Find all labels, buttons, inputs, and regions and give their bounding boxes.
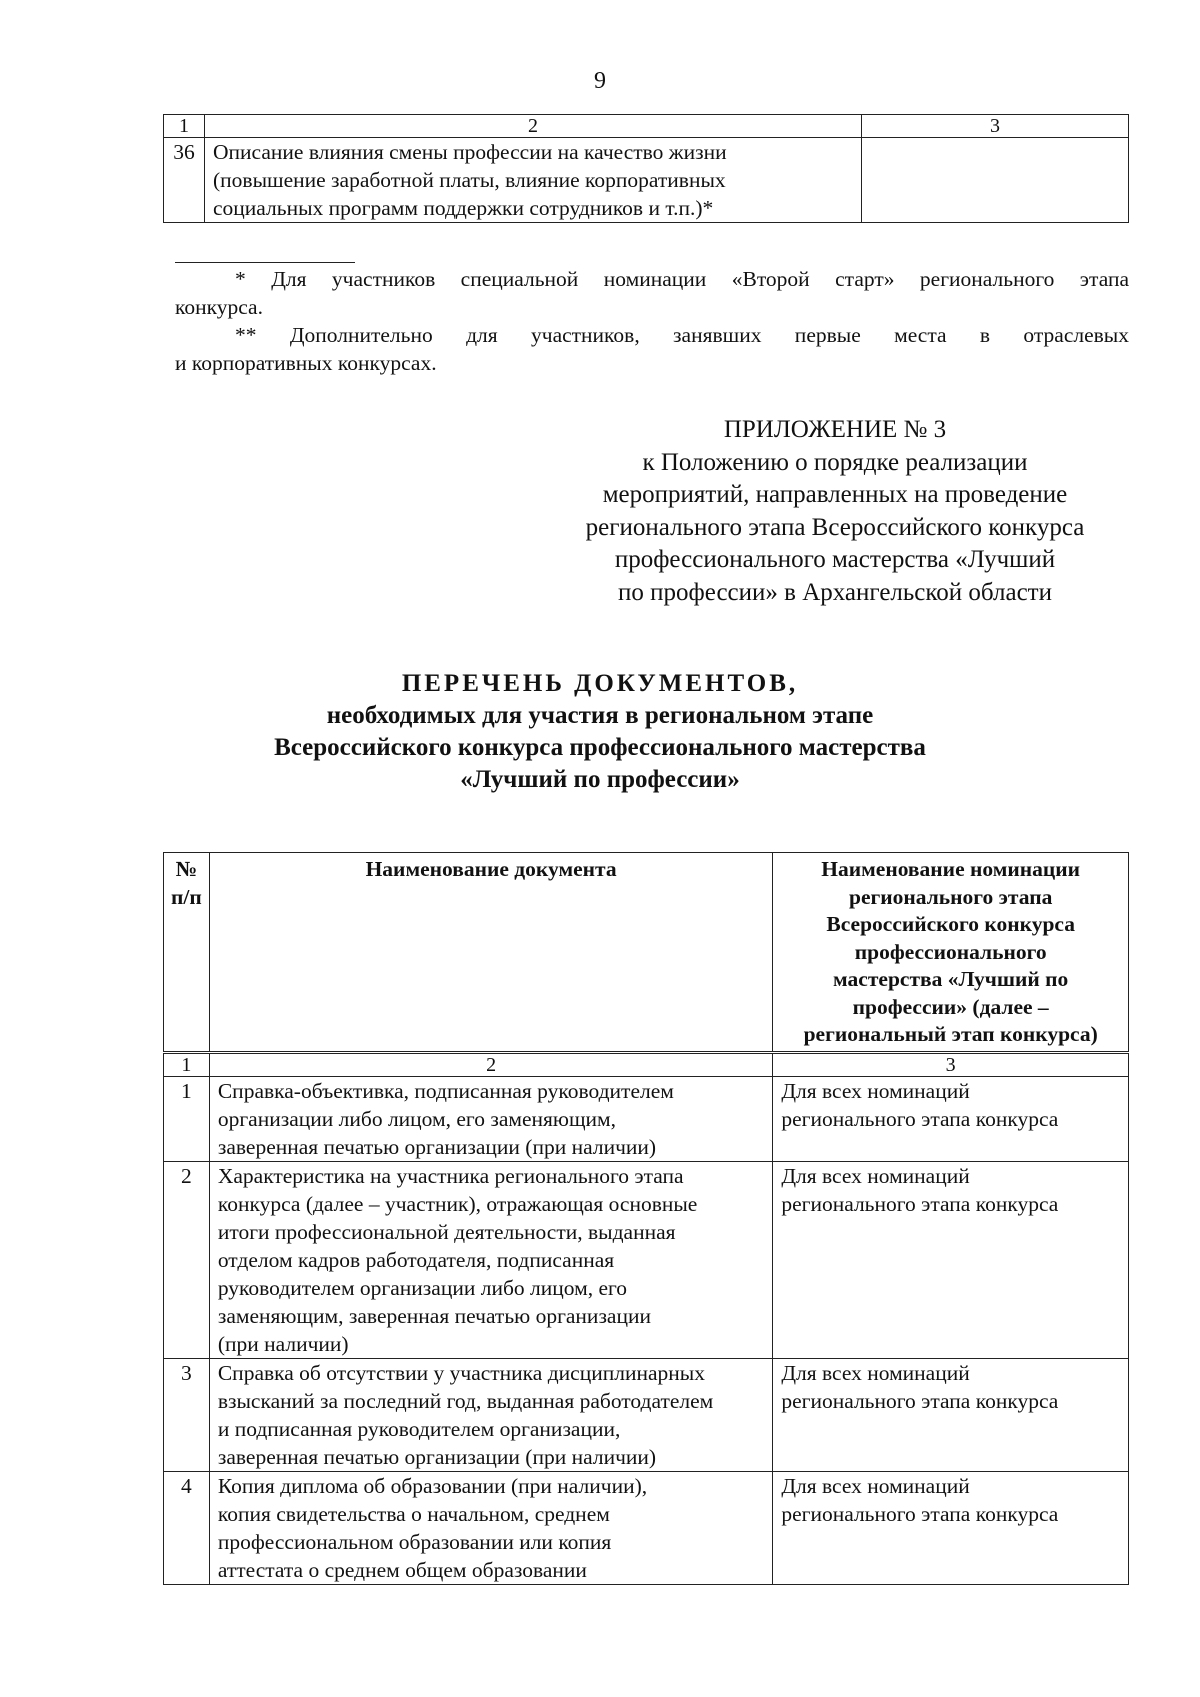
table-row bbox=[164, 1161, 1129, 1358]
text-line: заменяющим, заверенная печатью организации bbox=[217, 1303, 651, 1328]
text-line: Для всех номинаций bbox=[781, 1360, 970, 1385]
footnote-2-line-1: ** Дополнительно для участников, занявших первые места в отраслевых bbox=[235, 323, 1129, 347]
column-number: 3 bbox=[773, 1052, 1129, 1076]
page-number: 9 bbox=[594, 68, 606, 94]
document-name bbox=[209, 1161, 773, 1358]
header-line: № bbox=[175, 857, 198, 881]
header-line: региональный этап конкурса) bbox=[803, 1022, 1098, 1046]
text-line: Для всех номинаций bbox=[781, 1078, 970, 1103]
text-line: руководителем организации либо лицом, его bbox=[217, 1275, 628, 1300]
row-number: 2 bbox=[164, 1161, 210, 1358]
appendix-line: регионального этапа Всероссийского конкурса bbox=[585, 513, 1085, 541]
header-line: мастерства «Лучший по bbox=[833, 967, 1069, 991]
title-line: «Лучший по профессии» bbox=[460, 766, 740, 793]
text-line: регионального этапа конкурса bbox=[781, 1501, 1059, 1526]
footnote-divider bbox=[175, 262, 355, 263]
text-line: Справка-объективка, подписанная руководителем bbox=[217, 1078, 674, 1103]
column-number: 2 bbox=[205, 115, 862, 138]
column-number-row bbox=[164, 1052, 1129, 1076]
text-line: взысканий за последний год, выданная работодателем bbox=[217, 1388, 714, 1413]
row-description bbox=[205, 138, 862, 223]
table-row bbox=[164, 138, 1129, 223]
appendix-line: мероприятий, направленных на проведение bbox=[602, 481, 1068, 508]
title-line: Всероссийского конкурса профессионального мастерства bbox=[274, 734, 926, 761]
header-line: Всероссийского конкурса bbox=[826, 912, 1075, 936]
text-line: копия свидетельства о начальном, среднем bbox=[217, 1501, 610, 1526]
row-number: 36 bbox=[164, 138, 205, 223]
text-line: (при наличии) bbox=[217, 1331, 349, 1356]
nomination bbox=[773, 1076, 1129, 1161]
document-name bbox=[209, 1471, 773, 1584]
header-line: Наименование документа bbox=[365, 857, 617, 881]
text-line: Для всех номинаций bbox=[781, 1473, 970, 1498]
table-row bbox=[164, 1471, 1129, 1584]
text-line: Копия диплома об образовании (при наличии), bbox=[217, 1473, 648, 1498]
footnote-2-line-2: и корпоративных конкурсах. bbox=[175, 351, 437, 375]
header-line: п/п bbox=[171, 884, 202, 909]
text-line: (повышение заработной платы, влияние корпоративных bbox=[213, 168, 726, 192]
header-line: регионального этапа bbox=[848, 884, 1053, 909]
footnote-1-line-2: конкурса. bbox=[175, 295, 263, 319]
row-number: 4 bbox=[164, 1471, 210, 1584]
column-number-row bbox=[164, 115, 1129, 138]
text-line: регионального этапа конкурса bbox=[781, 1106, 1059, 1131]
table-row bbox=[164, 1358, 1129, 1471]
document-name bbox=[209, 1358, 773, 1471]
header-line: профессионального bbox=[854, 939, 1047, 964]
text-line: аттестата о среднем общем образовании bbox=[217, 1557, 587, 1582]
continued-table bbox=[163, 114, 1129, 223]
appendix-line: к Положению о порядке реализации bbox=[642, 448, 1028, 476]
appendix-line: ПРИЛОЖЕНИЕ № 3 bbox=[723, 416, 947, 443]
appendix-line: по профессии» в Архангельской области bbox=[618, 578, 1052, 606]
header-row bbox=[164, 853, 1129, 1053]
appendix-line: профессионального мастерства «Лучший bbox=[614, 546, 1056, 573]
document-title bbox=[0, 668, 1200, 796]
text-line: заверенная печатью организации (при наличии) bbox=[217, 1134, 657, 1159]
nomination bbox=[773, 1358, 1129, 1471]
text-line: заверенная печатью организации (при наличии) bbox=[217, 1444, 657, 1469]
text-line: и подписанная руководителем организации, bbox=[217, 1416, 621, 1441]
text-line: организации либо лицом, его заменяющим, bbox=[217, 1106, 617, 1131]
text-line: регионального этапа конкурса bbox=[781, 1388, 1059, 1413]
header-line: профессии» (далее – bbox=[852, 994, 1049, 1019]
text-line: конкурса (далее – участник), отражающая основные bbox=[217, 1191, 698, 1216]
text-line: отделом кадров работодателя, подписанная bbox=[217, 1247, 615, 1272]
text-line: Описание влияния смены профессии на качество жизни bbox=[213, 140, 727, 164]
column-number: 1 bbox=[164, 115, 205, 138]
column-number: 3 bbox=[862, 115, 1129, 138]
header-nomination bbox=[773, 853, 1129, 1053]
row-number: 1 bbox=[164, 1076, 210, 1161]
appendix-header bbox=[540, 414, 1130, 609]
text-line: профессиональном образовании или копия bbox=[217, 1529, 612, 1554]
text-line: социальных программ поддержки сотрудников и т.п.)* bbox=[213, 196, 714, 220]
nomination bbox=[773, 1471, 1129, 1584]
column-number: 1 bbox=[164, 1052, 210, 1076]
text-line: Справка об отсутствии у участника дисциплинарных bbox=[217, 1360, 705, 1385]
document-name bbox=[209, 1076, 773, 1161]
nomination bbox=[773, 1161, 1129, 1358]
header-document-name bbox=[209, 853, 773, 1053]
title-line: необходимых для участия в региональном этапе bbox=[326, 702, 874, 729]
footnotes bbox=[175, 265, 1129, 377]
text-line: Для всех номинаций bbox=[781, 1163, 970, 1188]
text-line: Характеристика на участника регионального этапа bbox=[217, 1163, 684, 1188]
header-line: Наименование номинации bbox=[821, 857, 1081, 881]
documents-table bbox=[163, 852, 1129, 1585]
text-line: итоги профессиональной деятельности, выданная bbox=[217, 1219, 676, 1244]
header-number bbox=[164, 853, 210, 1053]
footnote-1-line-1: * Для участников специальной номинации «Второй старт» регионального этапа bbox=[235, 267, 1129, 291]
table-row bbox=[164, 1076, 1129, 1161]
column-number: 2 bbox=[209, 1052, 773, 1076]
text-line: регионального этапа конкурса bbox=[781, 1191, 1059, 1216]
row-col3 bbox=[862, 138, 1129, 223]
row-number: 3 bbox=[164, 1358, 210, 1471]
title-line: ПЕРЕЧЕНЬ ДОКУМЕНТОВ, bbox=[401, 670, 799, 697]
